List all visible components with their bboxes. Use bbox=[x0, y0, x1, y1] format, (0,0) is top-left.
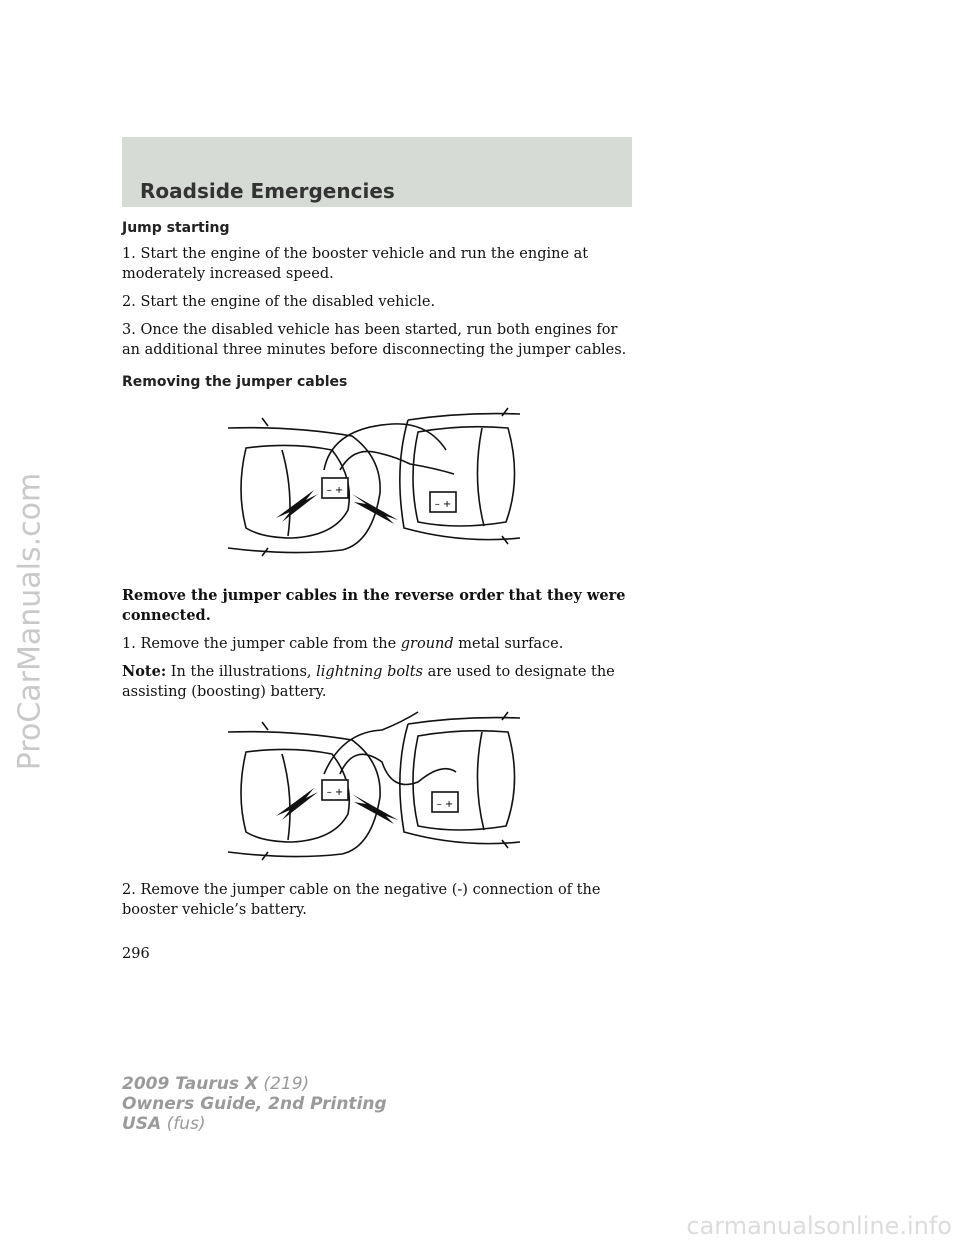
page-content bbox=[122, 220, 632, 390]
footer-line-1: 2009 Taurus X (219) bbox=[122, 1074, 310, 1094]
svg-text:– +: – + bbox=[326, 787, 344, 798]
removing-instruction: Remove the jumper cables in the reverse order that they were connected. bbox=[122, 587, 626, 624]
remove-step-2: 2. Remove the jumper cable on the negative (-) connection of the booster vehicle’s battery. bbox=[122, 882, 601, 918]
section-title: Roadside Emergencies bbox=[140, 179, 395, 203]
jump-starting-heading: Jump starting bbox=[122, 220, 230, 236]
lightning-bolt-icon bbox=[352, 494, 398, 524]
jump-step-2: 2. Start the engine of the disabled vehicle. bbox=[122, 294, 436, 310]
two-vehicles-diagram-1 bbox=[222, 398, 552, 558]
section-header-band bbox=[122, 137, 632, 207]
figure-jumper-cables-1 bbox=[222, 398, 552, 558]
svg-text:– +: – + bbox=[326, 485, 344, 496]
svg-text:– +: – + bbox=[434, 499, 452, 510]
corner-watermark: carmanualsonline.info bbox=[686, 1212, 952, 1240]
print-footer bbox=[122, 1074, 387, 1134]
jump-step-3: 3. Once the disabled vehicle has been started, run both engines for an additional three minutes before disconnecting the jumper cables. bbox=[122, 322, 627, 358]
side-watermark bbox=[0, 0, 60, 1242]
jump-step-1: 1. Start the engine of the booster vehicle and run the engine at moderately increased speed. bbox=[122, 246, 589, 282]
note-paragraph: Note: In the illustrations, lightning bolts are used to designate the assisting (boosting) battery. bbox=[122, 663, 615, 700]
final-step-content bbox=[122, 880, 632, 920]
lightning-bolt-icon bbox=[276, 490, 318, 522]
battery-icon bbox=[432, 792, 458, 812]
removing-heading: Removing the jumper cables bbox=[122, 374, 348, 390]
side-watermark-text: ProCarManuals.com bbox=[12, 472, 48, 770]
two-vehicles-diagram-2 bbox=[222, 702, 552, 862]
battery-icon bbox=[430, 492, 456, 512]
remove-step-1: 1. Remove the jumper cable from the ground metal surface. bbox=[122, 636, 564, 652]
removing-content bbox=[122, 586, 632, 702]
page-number: 296 bbox=[122, 946, 150, 962]
svg-text:– +: – + bbox=[436, 799, 454, 810]
footer-line-2: Owners Guide, 2nd Printing bbox=[122, 1094, 387, 1114]
lightning-bolt-icon bbox=[276, 788, 318, 820]
footer-line-3: USA (fus) bbox=[122, 1114, 206, 1134]
battery-icon bbox=[322, 478, 348, 498]
battery-icon bbox=[322, 780, 348, 800]
figure-jumper-cables-2 bbox=[222, 702, 552, 862]
